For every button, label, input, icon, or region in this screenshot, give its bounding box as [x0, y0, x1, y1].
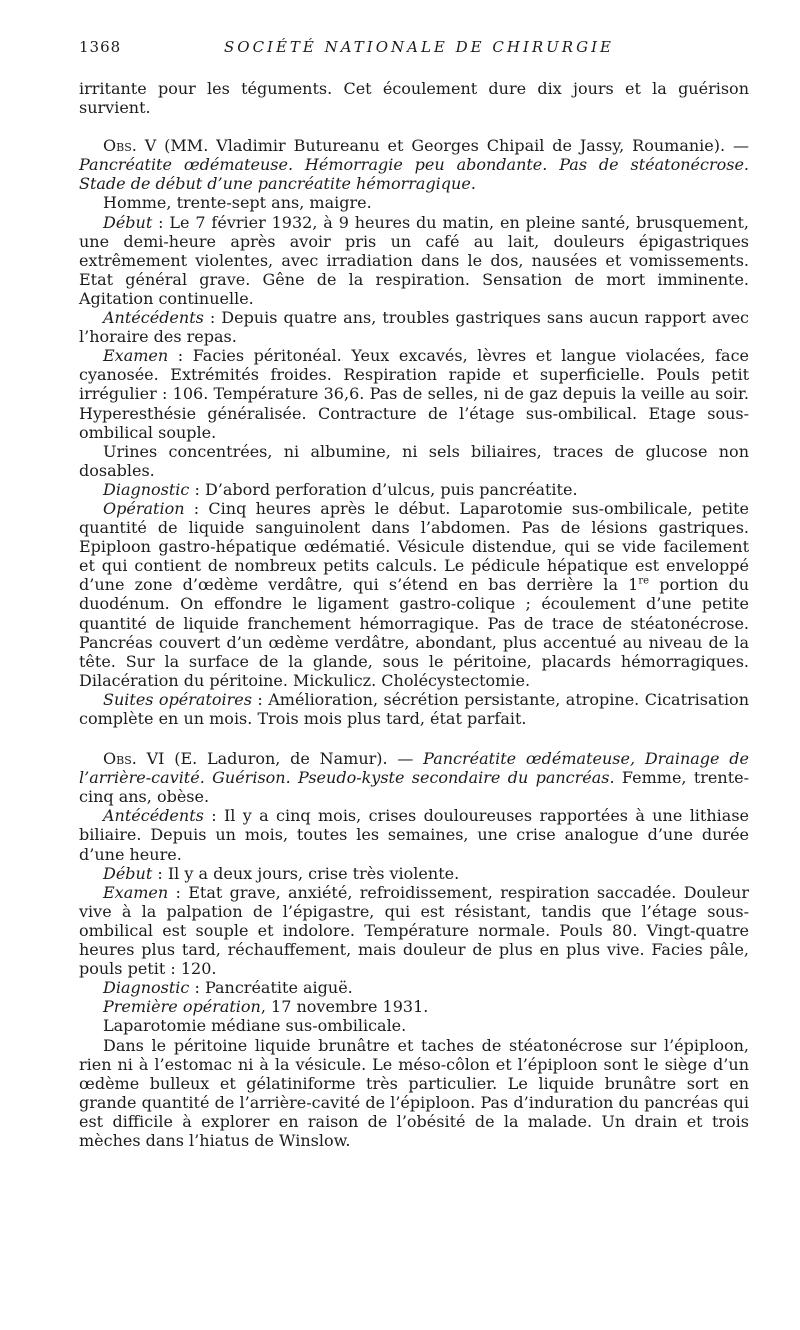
obs-5-suites-text: : Amélioration, sécrétion persistante, atropine. Cicatrisation complète en un mois. Trois mois plus tard, état parfait.: [79, 689, 749, 728]
obs-6-label: Obs. VI: [103, 749, 165, 769]
obs-5-examen: [79, 346, 749, 441]
obs-6-title: Pancréatite œdémateuse, Drainage de l’arrière-cavité. Guérison. Pseudo-kyste secondaire du pancréas.: [79, 749, 749, 788]
obs-5-patient: Homme, trente-sept ans, maigre.: [103, 193, 372, 213]
obs-5-heading: [79, 136, 749, 193]
obs-5-antecedents-text: : Depuis quatre ans, troubles gastriques sans aucun rapport avec l’horaire des repas.: [79, 308, 749, 347]
obs-6-debut: [79, 864, 749, 883]
obs-5-debut-text: : Le 7 février 1932, à 9 heures du matin, en pleine santé, brusquement, une demi-heure après avoir pris un café au lait, douleurs épigastriques extrêmement violentes, avec irradiation dans le dos, nausées et vomissements. Etat général grave. Gêne de la respiration. Sensation de mort imminente. Agitation continuelle.: [79, 212, 749, 308]
obs-5-operation-text-b: portion du duodénum. On effondre le ligament gastro-colique ; écoulement d’une petite quantité de liquide franchement hémorragique. Pas de trace de stéatonécrose. Pancréas couvert d’un œdème verdâtre, abondant, plus accentué au niveau de la tête. Sur la surface de la glande, sous le péritoine, placards hémorragiques. Dilacération du péritoine. Mickulicz. Cholécystectomie.: [79, 575, 750, 690]
obs-5-examen-text: : Facies péritonéal. Yeux excavés, lèvres et langue violacées, face cyanosée. Extrémités froides. Respiration rapide et superficielle. Pouls petit irrégulier : 106. Température 36,6. Pas de selles, ni de gaz depuis la veille au soir. Hyperesthésie généralisée. Contracture de l’étage sus-ombilical. Etage sous-ombilical souple.: [79, 346, 749, 442]
obs-6-diagnostic-text: : Pancréatite aiguë.: [189, 978, 353, 998]
obs-6-diagnostic-label: Diagnostic: [103, 978, 190, 998]
obs-5-label: Obs. V: [103, 136, 157, 156]
obs-6-examen: [79, 883, 749, 978]
obs-5-urines: Urines concentrées, ni albumine, ni sels biliaires, traces de glucose non dosables.: [79, 441, 749, 480]
obs-5-examen-label: Examen: [103, 346, 169, 366]
obs-6-examen-text: : Etat grave, anxiété, refroidissement, respiration saccadée. Douleur vive à la palpation de l’épigastre, qui est résistant, tandis que l’étage sous-ombilical est souple et indolore. Température normale. Pouls 80. Vingt-quatre heures plus tard, réchauffement, mais douleur de plus en plus vive. Facies pâle, pouls petit : 120.: [79, 882, 749, 979]
obs-5-debut: [79, 213, 749, 308]
paragraph-continuation: irritante pour les téguments. Cet écoulement dure dix jours et la guérison survient.: [79, 79, 749, 118]
obs-5-antecedents: [79, 308, 749, 346]
obs-6-premiere-label: Première opération: [103, 997, 261, 1017]
obs-5-debut-label: Début: [103, 212, 153, 232]
obs-6-debut-label: Début: [103, 863, 153, 883]
body-text: [79, 79, 749, 1150]
obs-6-premiere-text: , 17 novembre 1931.: [260, 997, 429, 1017]
obs-6-debut-text: : Il y a deux jours, crise très violente.: [152, 863, 460, 883]
page-number: 1368: [79, 38, 122, 56]
obs-6-findings: Dans le péritoine liquide brunâtre et taches de stéatonécrose sur l’épiploon, rien ni à l’estomac ni à la vésicule. Le méso-côlon et l’épiploon sont le siège d’un œdème bulleux et gélatiniforme très particulier. Le liquide brunâtre sort en grande quantité de l’arrière-cavité de l’épiploon. Pas d’induration du pancréas qui est difficile à explorer en raison de l’obésité de la malade. Un drain et trois mèches dans l’hiatus de Winslow.: [79, 1035, 749, 1150]
obs-6-diagnostic: [79, 978, 749, 997]
obs-5-authors: (MM. Vladimir Butureanu et Georges Chipail de Jassy, Roumanie). —: [156, 136, 749, 156]
running-title: SOCIÉTÉ NATIONALE DE CHIRURGIE: [224, 38, 614, 56]
obs-5-operation-label: Opération: [103, 498, 185, 518]
obs-6-authors: (E. Laduron, de Namur). —: [164, 749, 424, 769]
obs-6-antecedents-label: Antécédents: [103, 806, 204, 826]
obs-6-laparotomie: Laparotomie médiane sus-ombilicale.: [103, 1016, 407, 1036]
obs-5-operation-superscript: re: [638, 576, 650, 588]
obs-6-examen-label: Examen: [103, 882, 169, 902]
obs-5-operation: [79, 499, 749, 690]
obs-6-heading: [79, 749, 749, 806]
obs-5-diagnostic-text: : D’abord perforation d’ulcus, puis pancréatite.: [189, 479, 578, 499]
obs-5-title: Pancréatite œdémateuse. Hémorragie peu abondante. Pas de stéatonécrose. Stade de début d’une pancréatite hémorragique.: [79, 155, 749, 194]
obs-5-suites: [79, 690, 749, 728]
obs-5-antecedents-label: Antécédents: [103, 308, 204, 328]
obs-6-patient: Femme, trente-cinq ans, obèse.: [79, 768, 750, 807]
obs-6-premiere-operation: [79, 997, 749, 1016]
obs-5-diagnostic: [79, 480, 749, 499]
obs-5-diagnostic-label: Diagnostic: [103, 479, 190, 499]
obs-6-antecedents: [79, 806, 749, 863]
obs-6-antecedents-text: : Il y a cinq mois, crises douloureuses rapportées à une lithiase biliaire. Depuis un mois, toutes les semaines, une crise analogue d’une durée d’une heure.: [79, 806, 749, 864]
obs-5-operation-text-a: : Cinq heures après le début. Laparotomie sus-ombilicale, petite quantité de liquide sanguinolent dans l’abdomen. Pas de lésions gastriques. Epiploon gastro-hépatique œdématié. Vésicule distendue, qui se vide facilement et qui contient de nombreux petits calculs. Le pédicule hépatique est enveloppé d’une zone d’œdème verdâtre, qui s’étend en bas derrière la 1: [79, 498, 749, 595]
obs-5-suites-label: Suites opératoires: [103, 689, 252, 709]
